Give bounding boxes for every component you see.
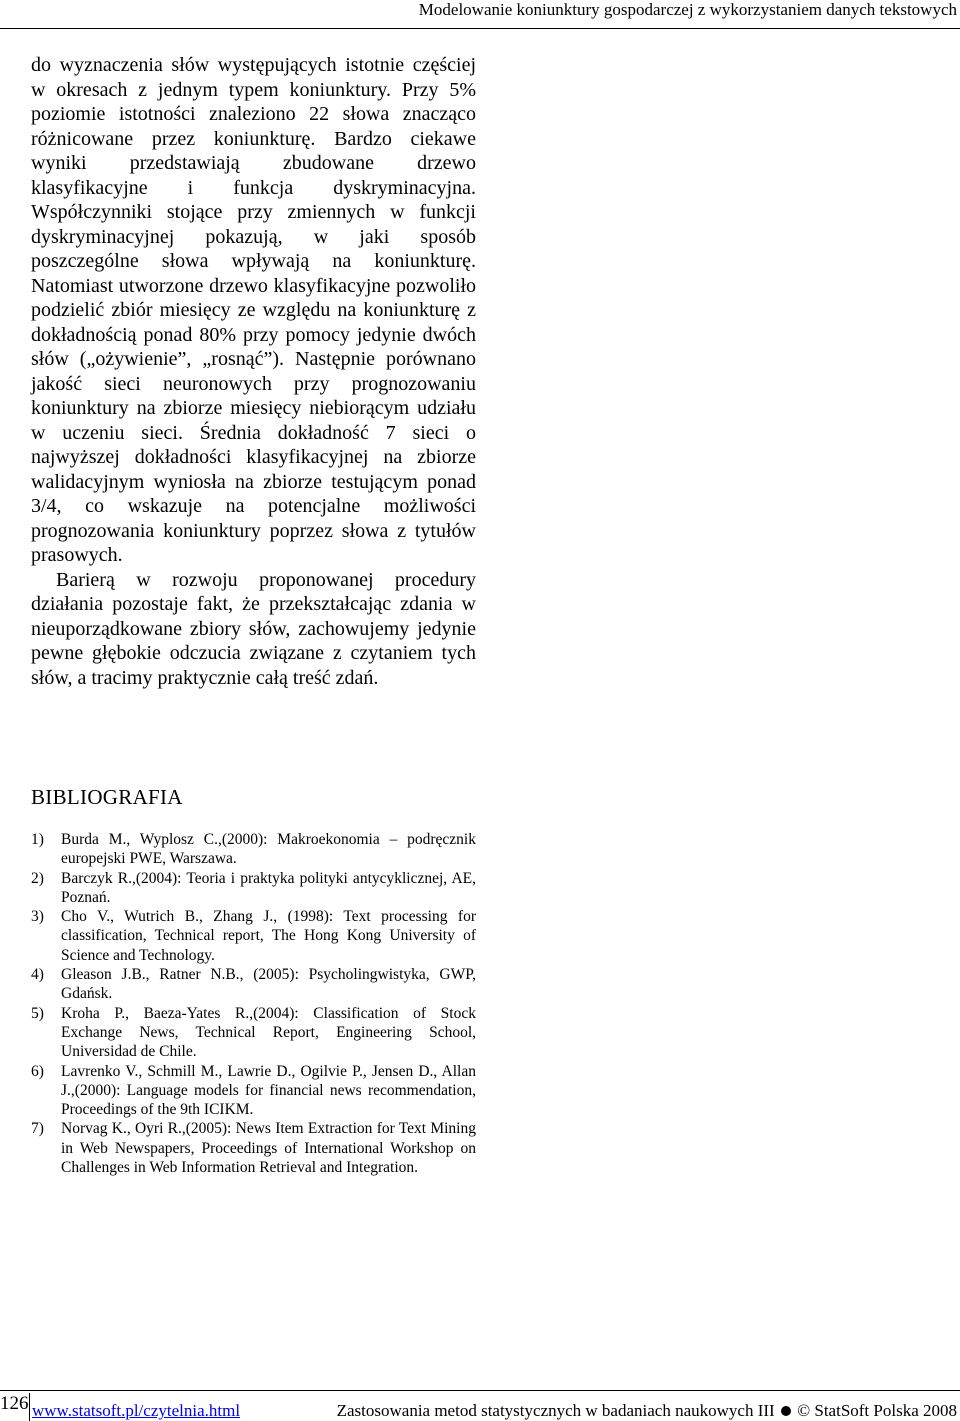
bibliography-text: Kroha P., Baeza-Yates R.,(2004): Classification of Stock Exchange News, Technical Report, Engineering School, Universidad de Chile. [61, 1004, 476, 1061]
bibliography-text: Norvag K., Oyri R.,(2005): News Item Extraction for Text Mining in Web Newspapers, Proceedings of International Workshop on Challenges in Web Information Retrieval and Integration. [61, 1120, 476, 1177]
bibliography-text: Lavrenko V., Schmill M., Lawrie D., Ogilvie P., Jensen D., Allan J.,(2000): Language models for financial news recommendation, Proceedings of the 9th ICIKM. [61, 1062, 476, 1119]
publication-title: Zastosowania metod statystycznych w badaniach naukowych III [336, 1401, 775, 1420]
bibliography-item [31, 907, 476, 965]
body-text [31, 53, 476, 690]
footer-link[interactable]: www.statsoft.pl/czytelnia.html [32, 1401, 241, 1420]
bibliography-item [31, 830, 476, 869]
bibliography-number: 7) [31, 1120, 44, 1138]
bibliography-item [31, 1119, 476, 1177]
running-title: Modelowanie koniunktury gospodarczej z wykorzystaniem danych tekstowych [418, 0, 957, 19]
bibliography-item [31, 869, 476, 908]
bibliography-text: Barczyk R.,(2004): Teoria i praktyka polityki antycyklicznej, AE, Poznań. [61, 869, 476, 906]
bullet-dot-icon [781, 1406, 791, 1416]
copyright-text: © StatSoft Polska 2008 [797, 1401, 957, 1420]
bibliography-number: 4) [31, 966, 44, 984]
bibliography-item [31, 965, 476, 1004]
bibliography-number: 5) [31, 1004, 44, 1022]
bibliography-number: 2) [31, 869, 44, 887]
paragraph: Barierą w rozwoju proponowanej procedury działania pozostaje fakt, że przekształcając zdania w nieuporządkowane zbiory słów, zachowujemy jedynie pewne głębokie odczucia związane z czytaniem tych słów, a tracimy praktycznie całą treść zdań. [31, 568, 476, 689]
bibliography-number: 1) [31, 831, 44, 848]
bibliography-item [31, 1004, 476, 1062]
paragraph: do wyznaczenia słów występujących istotnie częściej w okresach z jednym typem koniunktury. Przy 5% poziomie istotności znaleziono 22 słowa znacząco różnicowane przez koniunkturę. Bardzo ciekawe wyniki przedstawiają zbudowane drzewo klasyfikacyjne i funkcja dyskryminacyjna. Współczynniki stojące przy zmiennych w funkcji dyskryminacyjnej pokazują, w jaki sposób poszczególne słowa wpływają na koniunkturę. Natomiast utworzone drzewo klasyfikacyjne pozwoliło podzielić zbiór miesięcy ze względu na koniunkturę z dokładnością ponad 80% przy pomocy jedynie dwóch słów („ożywienie”, „rosnąć”). Następnie porównano jakość sieci neuronowych przy prognozowaniu koniunktury na zbiorze miesięcy niebiorącym udziału w uczeniu sieci. Średnia dokładność 7 sieci o najwyższej dokładności klasyfikacyjnej na zbiorze walidacyjnym wyniosła na zbiorze testującym ponad 3/4, co wskazuje na potencjalne możliwości prognozowania koniunktury poprzez słowa z tytułów prasowych. [31, 54, 476, 566]
page-number: 126 [0, 1393, 30, 1421]
bibliography-text: Gleason J.B., Ratner N.B., (2005): Psycholingwistyka, GWP, Gdańsk. [61, 966, 476, 1003]
bibliography-heading: BIBLIOGRAFIA [31, 785, 183, 809]
bibliography-text: Burda M., Wyplosz C.,(2000): Makroekonomia – podręcznik europejski PWE, Warszawa. [61, 831, 476, 868]
bibliography-number: 3) [31, 908, 44, 926]
bibliography-item [31, 1062, 476, 1120]
page-footer [0, 1390, 960, 1421]
bibliography-text: Cho V., Wutrich B., Zhang J., (1998): Text processing for classification, Technical report, The Hong Kong University of Science and Technology. [61, 908, 476, 964]
page-header [0, 0, 960, 29]
bibliography-number: 6) [31, 1062, 44, 1080]
footer-publication [337, 1401, 957, 1421]
bibliography-list [31, 830, 476, 1177]
